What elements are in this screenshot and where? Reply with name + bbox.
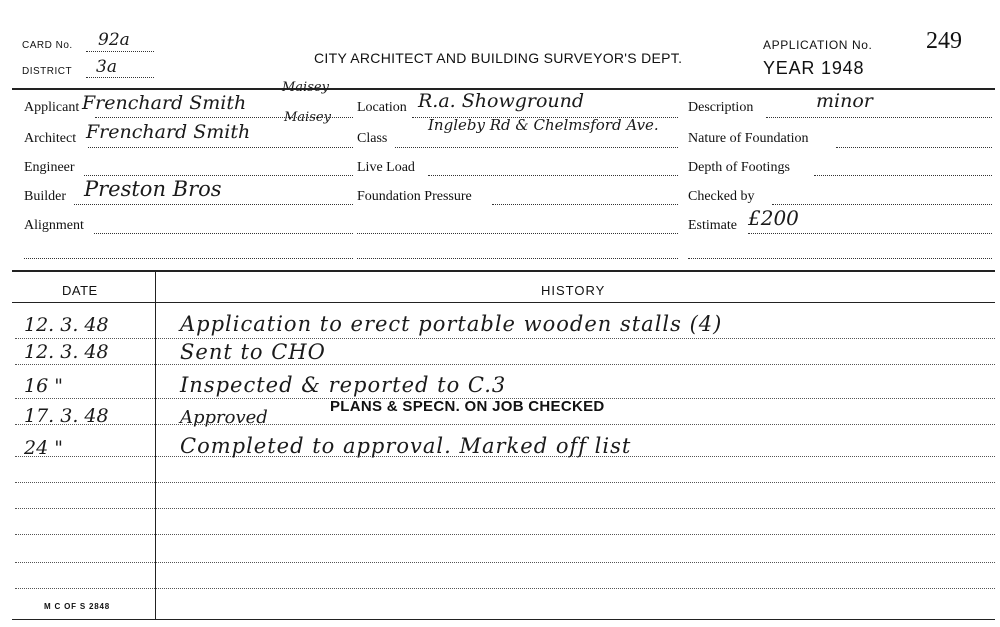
history-header: HISTORY [541,283,606,298]
department-title: CITY ARCHITECT AND BUILDING SURVEYOR'S DEPT. [314,50,683,66]
history-date: 24 " [24,437,63,459]
architect-label: Architect [24,131,77,146]
architect-insert: Maisey [284,110,331,125]
architect-value: Frenchard Smith [86,121,251,143]
checked-by-label: Checked by [688,189,755,204]
history-date: 12. 3. 48 [24,341,109,363]
district-label: DISTRICT [22,66,73,77]
foundation-pressure-label: Foundation Pressure [357,189,472,204]
class-value: Ingleby Rd & Chelmsford Ave. [428,116,659,134]
engineer-label: Engineer [24,160,75,175]
builder-label: Builder [24,189,66,204]
card-no-label: CARD No. [22,40,73,51]
checked-stamp: PLANS & SPECN. ON JOB CHECKED [330,398,605,415]
location-value: R.a. Showground [418,90,585,112]
depth-of-footings-label: Depth of Footings [688,160,790,175]
estimate-value: £200 [748,206,799,230]
history-text: Approved [180,407,268,428]
description-label: Description [688,100,754,115]
alignment-label: Alignment [24,218,84,233]
history-date: 12. 3. 48 [24,314,109,336]
builder-value: Preston Bros [84,177,222,201]
applicant-value: Frenchard Smith [82,92,247,114]
history-text: Inspected & reported to C.3 [180,373,507,397]
card-no-value: 92a [98,30,130,50]
description-value: minor [816,90,873,112]
year-label: YEAR 1948 [763,58,865,78]
history-text: Completed to approval. Marked off list [180,434,632,458]
history-text: Application to erect portable wooden stalls (4) [180,312,723,336]
history-date: 16 " [24,375,63,397]
live-load-label: Live Load [357,160,415,175]
history-date: 17. 3. 48 [24,405,109,427]
applicant-insert: Maisey [282,80,329,95]
location-label: Location [357,100,407,115]
district-value: 3a [96,57,117,77]
nature-of-foundation-label: Nature of Foundation [688,131,809,146]
form-code: M C OF S 2848 [44,602,110,611]
application-label: APPLICATION No. [763,38,873,52]
history-text: Sent to CHO [180,340,326,364]
class-label: Class [357,131,388,146]
applicant-label: Applicant [24,100,80,115]
estimate-label: Estimate [688,218,737,233]
date-header: DATE [62,283,98,298]
application-number: 249 [926,28,962,54]
